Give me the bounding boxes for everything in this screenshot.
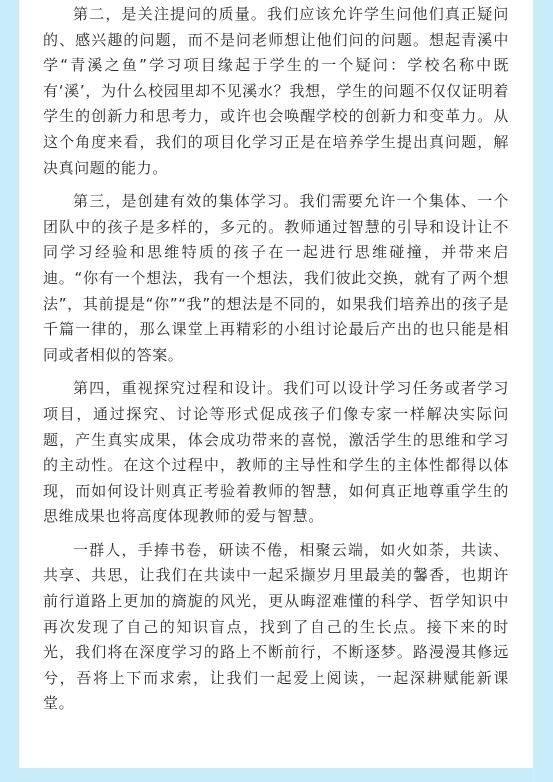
paragraph-point-two: 第二，是关注提问的质量。我们应该允许学生问他们真正疑问的、感兴趣的问题，而不是问老师想让他们问的问题。想起青溪中学“青溪之鱼”学习项目缘起于学生的一个疑问：学校名称中既有‘溪’，为什么校园里却不见溪水？我想，学生的问题不仅仅证明着学生的创新力和思考力，或许也会唤醒学校的创新力和变革力。从这个角度来看，我们的项目化学习正是在培养学生提出真问题，解决真问题的能力。 [43,5,509,177]
right-border [534,0,553,782]
article-page [19,0,533,768]
paragraph-point-three: 第三，是创建有效的集体学习。我们需要允许一个集体、一个团队中的孩子是多样的，多元的。教师通过智慧的引导和设计让不同学习经验和思维特质的孩子在一起进行思维碰撞，并带来启迪。“你有一个想法，我有一个想法，我们彼此交换，就有了两个想法”，其前提是“你”“我”的想法是不同的，如果我们培养出的孩子是千篇一律的，那么课堂上再精彩的小组讨论最后产出的也只能是相同或者相似的答案。 [43,192,509,364]
left-border [0,0,19,782]
paragraph-point-four: 第四，重视探究过程和设计。我们可以设计学习任务或者学习项目，通过探究、讨论等形式促成孩子们像专家一样解决实际问题，产生真实成果，体会成功带来的喜悦，激活学生的思维和学习的主动性。在这个过程中，教师的主导性和学生的主体性都得以体现，而如何设计则真正考验着教师的智慧，如何真正地尊重学生的思维成果也将高度体现教师的爱与智慧。 [43,379,509,526]
paragraph-conclusion: 一群人，手捧书卷，研读不倦，相聚云端，如火如荼，共读、共享、共思，让我们在共读中一起采撷岁月里最美的馨香，也期许前行道路上更加的旖旎的风光，更从晦涩难懂的科学、哲学知识中再次发现了自己的知识盲点，找到了自己的生长点。接下来的时光，我们将在深度学习的路上不断前行，不断逐梦。路漫漫其修远兮，吾将上下而求索，让我们一起爱上阅读，一起深耕赋能新课堂。 [43,540,509,713]
bottom-border [19,768,533,782]
